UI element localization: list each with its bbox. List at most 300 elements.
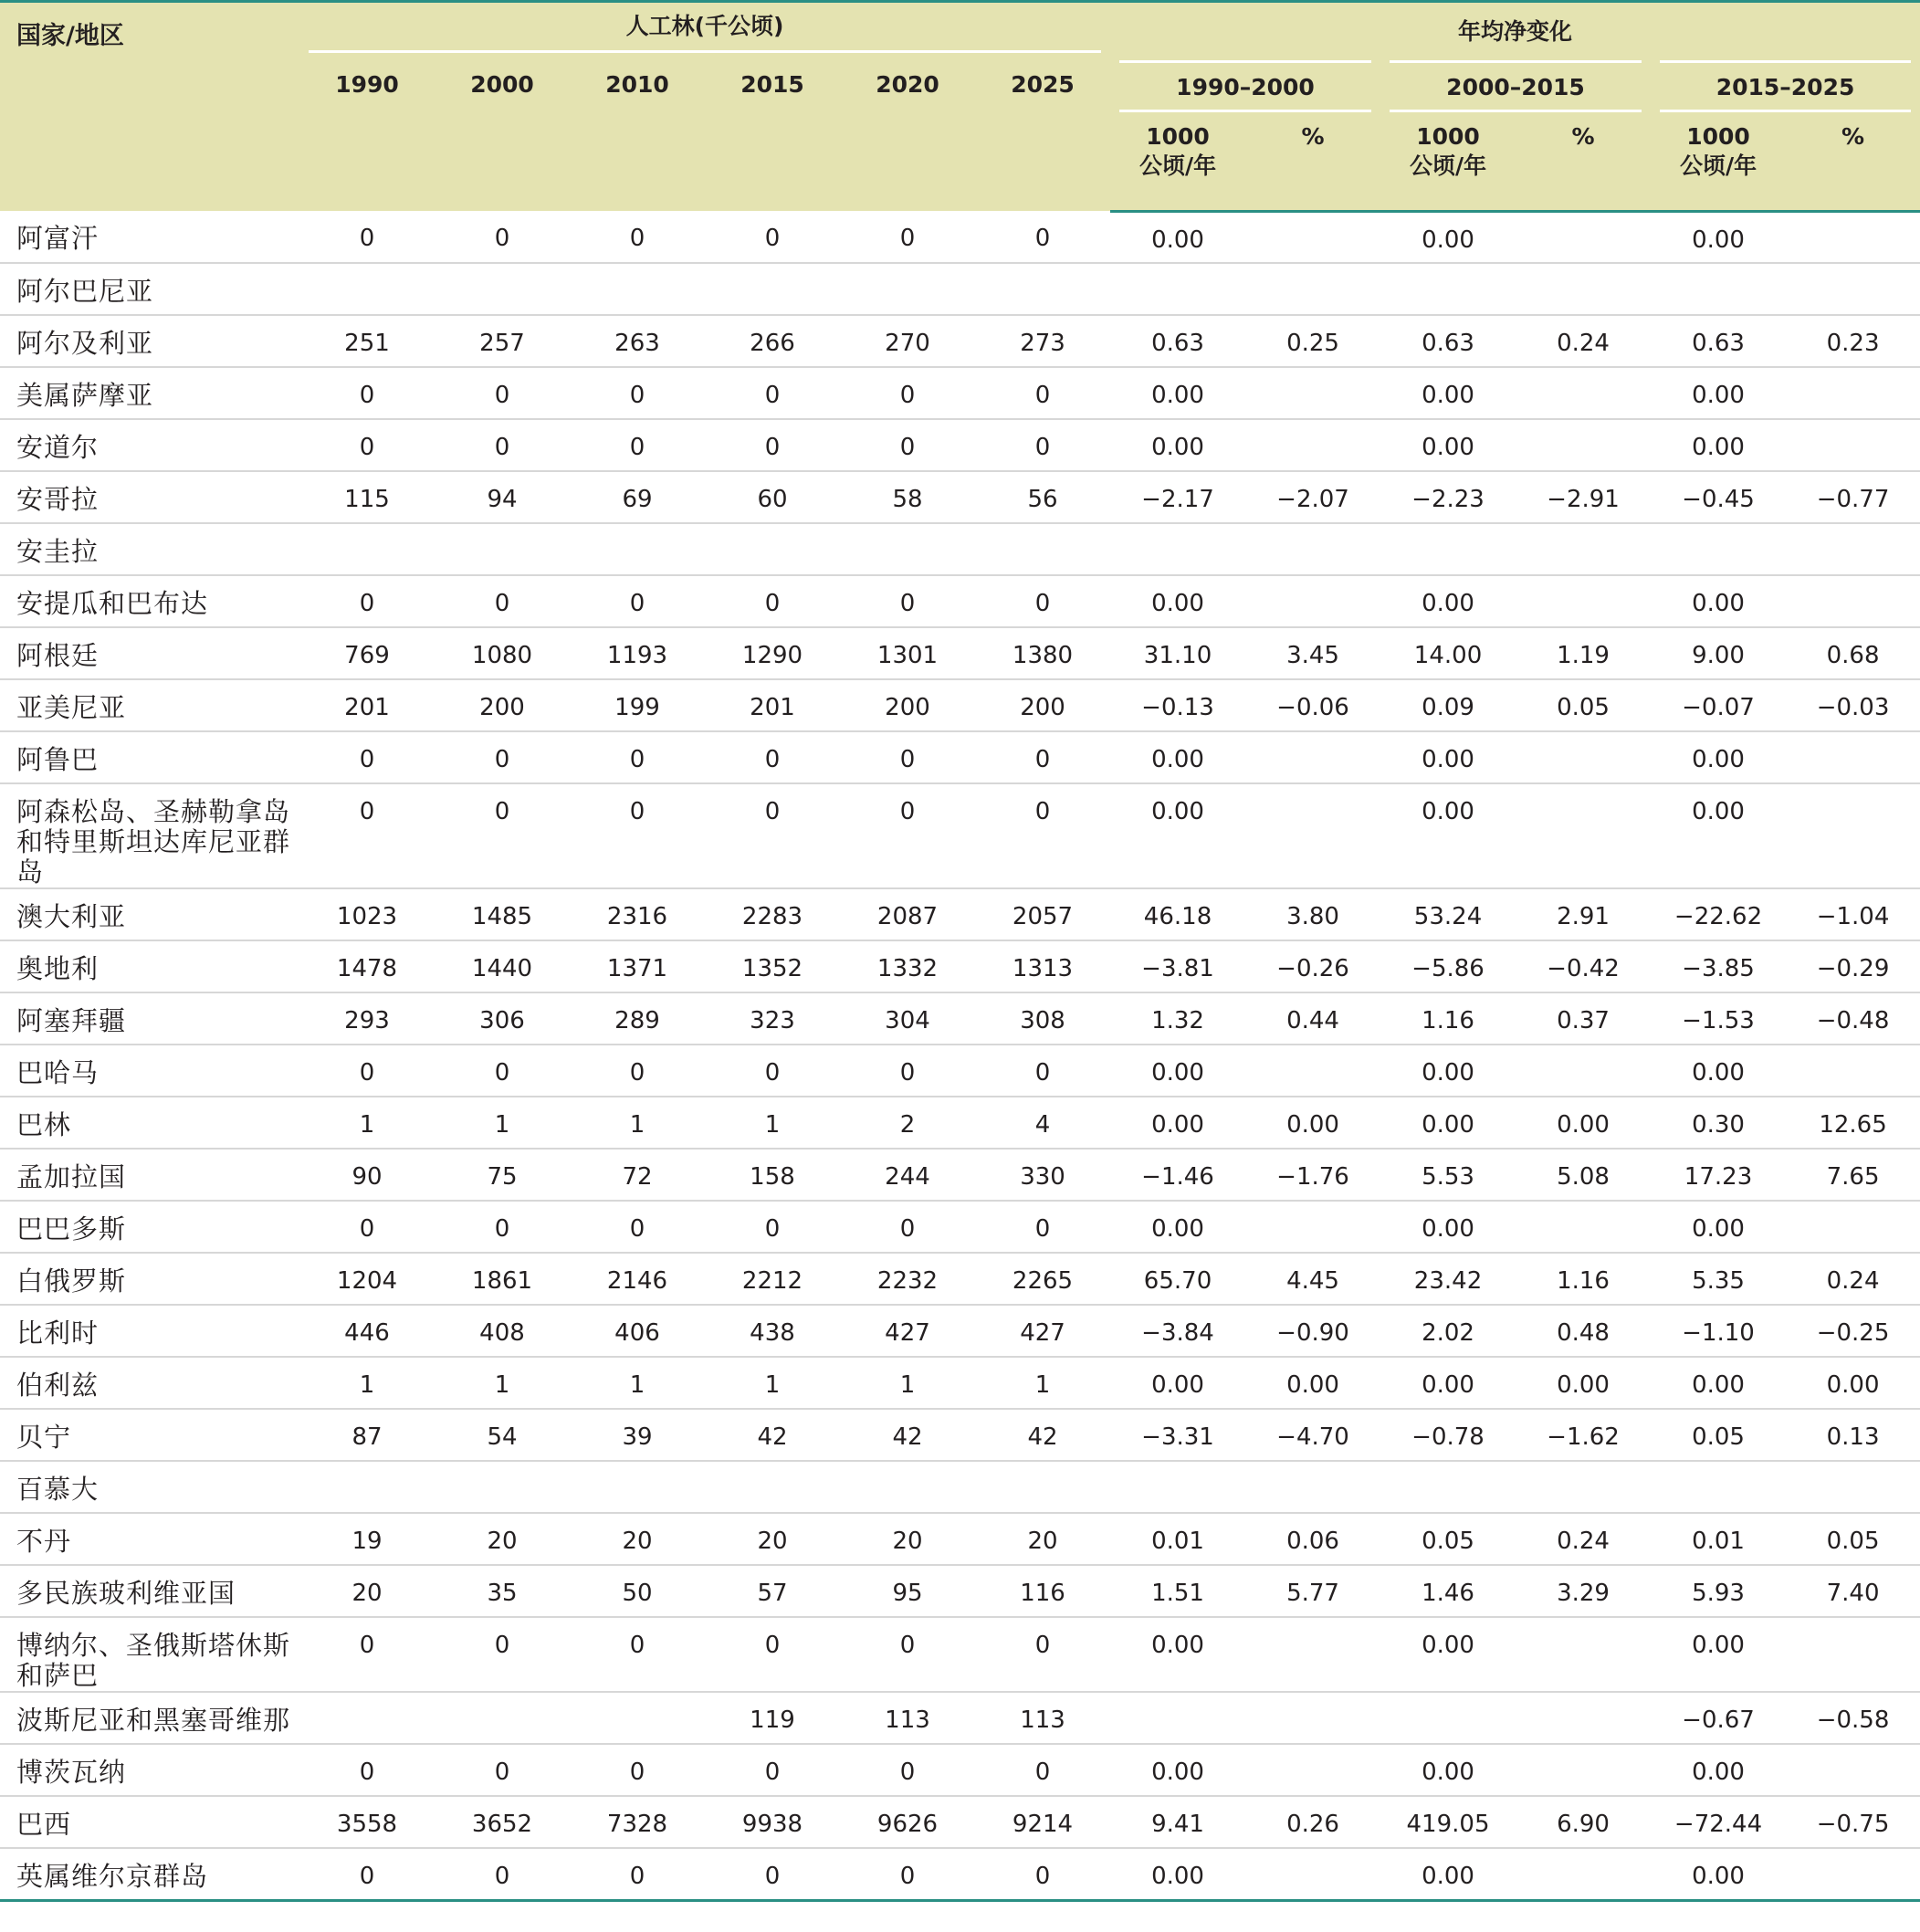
change-abs-cell: 9.41 [1110, 1796, 1245, 1848]
change-pct-cell [1245, 523, 1380, 575]
change-pct-cell [1245, 367, 1380, 419]
area-value-cell: 0 [975, 1848, 1110, 1900]
area-value-cell: 1 [705, 1097, 840, 1149]
area-value-cell: 3652 [435, 1796, 570, 1848]
country-column-header: 国家/地区 [0, 2, 299, 212]
change-pct-cell [1245, 1848, 1380, 1900]
change-pct-cell: 0.25 [1245, 315, 1380, 367]
area-value-cell: 0 [299, 1617, 435, 1692]
change-abs-cell: −1.53 [1651, 992, 1786, 1045]
change-pct-cell: 0.48 [1516, 1305, 1651, 1357]
area-value-cell: 116 [975, 1565, 1110, 1617]
area-value-cell: 35 [435, 1565, 570, 1617]
unit-abs-header: 1000 公顷/年 [1110, 115, 1245, 212]
area-value-cell: 95 [840, 1565, 975, 1617]
change-abs-cell: 0.00 [1651, 731, 1786, 783]
annual-change-group-header: 年均净变化 [1110, 2, 1920, 58]
change-pct-cell: 0.24 [1516, 315, 1651, 367]
change-pct-cell: 2.91 [1516, 888, 1651, 940]
area-value-cell: 72 [570, 1149, 705, 1201]
change-pct-cell: 7.65 [1786, 1149, 1920, 1201]
change-pct-cell [1786, 523, 1920, 575]
area-value-cell: 1 [435, 1357, 570, 1409]
change-pct-cell: 5.77 [1245, 1565, 1380, 1617]
change-pct-cell: 0.68 [1786, 627, 1920, 679]
change-abs-cell [1380, 1692, 1516, 1744]
table-row [0, 940, 1920, 992]
area-value-cell [435, 523, 570, 575]
area-value-cell: 0 [840, 1744, 975, 1796]
change-pct-cell [1786, 367, 1920, 419]
area-value-cell: 0 [570, 731, 705, 783]
change-pct-cell [1786, 211, 1920, 263]
change-pct-cell: 0.37 [1516, 992, 1651, 1045]
change-pct-cell: 0.05 [1516, 679, 1651, 731]
country-name: 亚美尼亚 [0, 679, 299, 731]
area-value-cell: 0 [705, 211, 840, 263]
area-value-cell: 408 [435, 1305, 570, 1357]
change-abs-cell: 0.00 [1110, 1357, 1245, 1409]
area-value-cell: 0 [705, 1045, 840, 1097]
area-value-cell [840, 523, 975, 575]
area-value-cell: 1485 [435, 888, 570, 940]
change-pct-cell: 0.06 [1245, 1513, 1380, 1565]
area-value-cell: 266 [705, 315, 840, 367]
change-abs-cell: 0.63 [1380, 315, 1516, 367]
change-abs-cell: 0.01 [1110, 1513, 1245, 1565]
area-value-cell: 257 [435, 315, 570, 367]
change-abs-cell: 0.00 [1380, 419, 1516, 471]
country-name: 阿富汗 [0, 211, 299, 263]
change-pct-cell [1786, 1744, 1920, 1796]
area-value-cell: 0 [975, 731, 1110, 783]
area-value-cell: 1 [570, 1357, 705, 1409]
area-value-cell: 0 [299, 1045, 435, 1097]
change-abs-cell: 0.00 [1110, 783, 1245, 888]
country-name: 阿森松岛、圣赫勒拿岛和特里斯坦达库尼亚群岛 [0, 783, 299, 888]
area-value-cell: 0 [570, 367, 705, 419]
area-value-cell: 119 [705, 1692, 840, 1744]
country-name: 阿尔及利亚 [0, 315, 299, 367]
change-abs-cell: −2.17 [1110, 471, 1245, 523]
change-pct-cell [1516, 731, 1651, 783]
area-value-cell: 0 [705, 783, 840, 888]
change-abs-cell: −0.13 [1110, 679, 1245, 731]
table-row [0, 627, 1920, 679]
change-abs-cell: 0.00 [1380, 1848, 1516, 1900]
area-value-cell: 7328 [570, 1796, 705, 1848]
change-pct-cell: 6.90 [1516, 1796, 1651, 1848]
area-value-cell: 1371 [570, 940, 705, 992]
table-body [0, 211, 1920, 1900]
area-value-cell [299, 1692, 435, 1744]
country-name: 阿尔巴尼亚 [0, 263, 299, 315]
area-value-cell: 0 [435, 1848, 570, 1900]
change-abs-cell: 0.00 [1651, 1357, 1786, 1409]
change-abs-cell: 14.00 [1380, 627, 1516, 679]
change-abs-cell: 0.00 [1110, 1097, 1245, 1149]
area-value-cell: 273 [975, 315, 1110, 367]
year-header: 2015 [705, 58, 840, 212]
table-row [0, 1848, 1920, 1900]
change-abs-cell [1651, 523, 1786, 575]
change-pct-cell: 3.29 [1516, 1565, 1651, 1617]
change-pct-cell [1245, 1201, 1380, 1253]
area-value-cell: 0 [840, 1617, 975, 1692]
country-name: 阿根廷 [0, 627, 299, 679]
area-value-cell: 60 [705, 471, 840, 523]
change-abs-cell: 23.42 [1380, 1253, 1516, 1305]
change-abs-cell: −5.86 [1380, 940, 1516, 992]
change-abs-cell: −3.84 [1110, 1305, 1245, 1357]
area-value-cell [570, 1692, 705, 1744]
area-value-cell: 200 [435, 679, 570, 731]
change-pct-cell [1245, 1744, 1380, 1796]
area-value-cell: 244 [840, 1149, 975, 1201]
area-value-cell: 0 [840, 1045, 975, 1097]
country-name: 阿鲁巴 [0, 731, 299, 783]
change-pct-cell: −0.06 [1245, 679, 1380, 731]
change-pct-cell [1786, 575, 1920, 627]
country-name: 巴西 [0, 1796, 299, 1848]
change-abs-cell: −3.31 [1110, 1409, 1245, 1461]
table-row [0, 471, 1920, 523]
table-row [0, 523, 1920, 575]
period-header: 1990–2000 [1110, 58, 1380, 115]
area-value-cell: 330 [975, 1149, 1110, 1201]
country-name: 博茨瓦纳 [0, 1744, 299, 1796]
area-value-cell: 1478 [299, 940, 435, 992]
change-abs-cell: 0.63 [1651, 315, 1786, 367]
change-pct-cell: 7.40 [1786, 1565, 1920, 1617]
country-name: 美属萨摩亚 [0, 367, 299, 419]
change-pct-cell: −0.26 [1245, 940, 1380, 992]
area-value-cell: 0 [435, 1201, 570, 1253]
change-abs-cell: −1.10 [1651, 1305, 1786, 1357]
area-value-cell: 1 [840, 1357, 975, 1409]
area-value-cell: 50 [570, 1565, 705, 1617]
change-abs-cell: 0.00 [1380, 1201, 1516, 1253]
change-abs-cell: 0.00 [1110, 1617, 1245, 1692]
change-pct-cell [1786, 1617, 1920, 1692]
change-abs-cell: 0.00 [1651, 419, 1786, 471]
change-pct-cell [1516, 419, 1651, 471]
change-pct-cell [1786, 263, 1920, 315]
area-value-cell: 0 [570, 575, 705, 627]
change-abs-cell: 5.53 [1380, 1149, 1516, 1201]
change-abs-cell: 0.00 [1380, 1357, 1516, 1409]
table-row [0, 1201, 1920, 1253]
change-pct-cell: 0.24 [1786, 1253, 1920, 1305]
change-abs-cell [1110, 523, 1245, 575]
area-value-cell: 0 [975, 1201, 1110, 1253]
area-value-cell: 0 [435, 419, 570, 471]
area-value-cell [435, 263, 570, 315]
change-abs-cell: −3.81 [1110, 940, 1245, 992]
area-value-cell: 1080 [435, 627, 570, 679]
change-abs-cell: 5.35 [1651, 1253, 1786, 1305]
area-value-cell: 270 [840, 315, 975, 367]
change-pct-cell: −0.25 [1786, 1305, 1920, 1357]
area-value-cell: 0 [975, 1045, 1110, 1097]
area-value-cell: 293 [299, 992, 435, 1045]
change-pct-cell [1245, 783, 1380, 888]
change-abs-cell: 0.00 [1380, 1045, 1516, 1097]
area-value-cell [435, 1461, 570, 1513]
area-value-cell [705, 263, 840, 315]
area-value-cell: 0 [299, 731, 435, 783]
area-value-cell: 304 [840, 992, 975, 1045]
area-value-cell: 0 [570, 1045, 705, 1097]
area-value-cell: 1352 [705, 940, 840, 992]
table-row [0, 367, 1920, 419]
change-abs-cell: 0.00 [1110, 1744, 1245, 1796]
area-value-cell: 0 [705, 1617, 840, 1692]
area-value-cell: 2 [840, 1097, 975, 1149]
area-value-cell: 1 [705, 1357, 840, 1409]
area-value-cell: 0 [435, 1617, 570, 1692]
area-value-cell: 0 [570, 419, 705, 471]
area-value-cell: 0 [840, 367, 975, 419]
table-row [0, 1692, 1920, 1744]
area-value-cell: 2232 [840, 1253, 975, 1305]
area-value-cell: 0 [975, 419, 1110, 471]
area-value-cell: 20 [840, 1513, 975, 1565]
change-abs-cell: 46.18 [1110, 888, 1245, 940]
change-pct-cell [1245, 211, 1380, 263]
table-row [0, 1513, 1920, 1565]
change-abs-cell: 0.00 [1380, 367, 1516, 419]
area-value-cell: 1861 [435, 1253, 570, 1305]
table-row [0, 1409, 1920, 1461]
change-pct-cell: 0.13 [1786, 1409, 1920, 1461]
change-pct-cell: 4.45 [1245, 1253, 1380, 1305]
area-value-cell: 0 [299, 211, 435, 263]
area-value-cell: 0 [435, 1045, 570, 1097]
country-name: 安哥拉 [0, 471, 299, 523]
change-abs-cell [1651, 1461, 1786, 1513]
area-value-cell: 1332 [840, 940, 975, 992]
change-abs-cell [1110, 1692, 1245, 1744]
change-abs-cell: 0.00 [1110, 211, 1245, 263]
area-value-cell: 0 [705, 1201, 840, 1253]
change-abs-cell: −0.07 [1651, 679, 1786, 731]
change-abs-cell: 1.46 [1380, 1565, 1516, 1617]
year-header: 2020 [840, 58, 975, 212]
area-value-cell: 769 [299, 627, 435, 679]
change-pct-cell [1786, 1848, 1920, 1900]
table-row [0, 888, 1920, 940]
area-value-cell: 1 [299, 1357, 435, 1409]
change-pct-cell: −0.29 [1786, 940, 1920, 992]
area-value-cell: 406 [570, 1305, 705, 1357]
area-value-cell: 446 [299, 1305, 435, 1357]
area-value-cell [840, 1461, 975, 1513]
change-abs-cell: −2.23 [1380, 471, 1516, 523]
area-value-cell: 54 [435, 1409, 570, 1461]
area-value-cell: 0 [299, 1201, 435, 1253]
year-header: 2000 [435, 58, 570, 212]
change-pct-cell: 0.00 [1245, 1357, 1380, 1409]
area-value-cell [299, 1461, 435, 1513]
area-value-cell [570, 523, 705, 575]
area-value-cell: 0 [570, 211, 705, 263]
change-abs-cell: 1.51 [1110, 1565, 1245, 1617]
country-name: 不丹 [0, 1513, 299, 1565]
change-abs-cell: 0.63 [1110, 315, 1245, 367]
area-value-cell: 1301 [840, 627, 975, 679]
change-pct-cell: 12.65 [1786, 1097, 1920, 1149]
area-value-cell: 200 [840, 679, 975, 731]
area-value-cell: 201 [299, 679, 435, 731]
area-value-cell: 20 [975, 1513, 1110, 1565]
area-value-cell: 42 [705, 1409, 840, 1461]
change-pct-cell: −2.07 [1245, 471, 1380, 523]
table-row [0, 1357, 1920, 1409]
area-value-cell: 20 [570, 1513, 705, 1565]
area-value-cell: 0 [570, 783, 705, 888]
change-pct-cell: −1.76 [1245, 1149, 1380, 1201]
change-abs-cell: 0.00 [1651, 211, 1786, 263]
country-name: 巴哈马 [0, 1045, 299, 1097]
change-abs-cell: 419.05 [1380, 1796, 1516, 1848]
change-abs-cell: 31.10 [1110, 627, 1245, 679]
area-value-cell [705, 523, 840, 575]
change-abs-cell: 0.00 [1651, 1045, 1786, 1097]
area-value-cell [705, 1461, 840, 1513]
area-value-cell: 2265 [975, 1253, 1110, 1305]
country-name: 孟加拉国 [0, 1149, 299, 1201]
change-abs-cell: 0.05 [1380, 1513, 1516, 1565]
area-value-cell: 0 [840, 783, 975, 888]
area-value-cell: 289 [570, 992, 705, 1045]
area-value-cell: 0 [705, 1744, 840, 1796]
change-abs-cell: 2.02 [1380, 1305, 1516, 1357]
area-value-cell: 0 [840, 419, 975, 471]
area-value-cell: 200 [975, 679, 1110, 731]
area-value-cell: 0 [299, 419, 435, 471]
area-value-cell: 0 [570, 1201, 705, 1253]
change-pct-cell [1516, 1461, 1651, 1513]
change-pct-cell: 1.19 [1516, 627, 1651, 679]
area-value-cell: 56 [975, 471, 1110, 523]
table-row [0, 731, 1920, 783]
area-value-cell: 1290 [705, 627, 840, 679]
table-row [0, 1617, 1920, 1692]
change-pct-cell [1786, 419, 1920, 471]
change-pct-cell [1786, 1045, 1920, 1097]
change-pct-cell: 0.26 [1245, 1796, 1380, 1848]
area-value-cell: 0 [840, 1201, 975, 1253]
change-abs-cell: 0.00 [1110, 1201, 1245, 1253]
area-value-cell: 2316 [570, 888, 705, 940]
change-abs-cell: 0.00 [1380, 1617, 1516, 1692]
area-value-cell: 20 [435, 1513, 570, 1565]
area-value-cell [299, 523, 435, 575]
area-value-cell: 39 [570, 1409, 705, 1461]
change-abs-cell: 0.00 [1110, 367, 1245, 419]
area-value-cell: 0 [435, 211, 570, 263]
change-abs-cell: 0.00 [1651, 1201, 1786, 1253]
change-abs-cell [1110, 263, 1245, 315]
change-pct-cell [1516, 263, 1651, 315]
change-pct-cell: 0.00 [1516, 1097, 1651, 1149]
change-abs-cell: 0.00 [1110, 575, 1245, 627]
area-value-cell: 20 [299, 1565, 435, 1617]
table-row [0, 1565, 1920, 1617]
change-abs-cell [1651, 263, 1786, 315]
area-value-cell [975, 1461, 1110, 1513]
change-abs-cell: 0.00 [1651, 1848, 1786, 1900]
area-value-cell [840, 263, 975, 315]
change-abs-cell: −0.67 [1651, 1692, 1786, 1744]
area-value-cell: 42 [975, 1409, 1110, 1461]
area-value-cell: 1204 [299, 1253, 435, 1305]
change-abs-cell: −0.45 [1651, 471, 1786, 523]
area-value-cell: 1380 [975, 627, 1110, 679]
change-abs-cell: −72.44 [1651, 1796, 1786, 1848]
change-pct-cell [1245, 731, 1380, 783]
table-row [0, 992, 1920, 1045]
change-abs-cell: 1.32 [1110, 992, 1245, 1045]
change-abs-cell: 0.00 [1380, 1744, 1516, 1796]
country-name: 多民族玻利维亚国 [0, 1565, 299, 1617]
area-value-cell: 0 [435, 1744, 570, 1796]
change-pct-cell [1516, 1045, 1651, 1097]
plantation-group-header: 人工林(千公顷) [299, 2, 1110, 58]
country-name: 安圭拉 [0, 523, 299, 575]
change-pct-cell: 0.23 [1786, 315, 1920, 367]
change-pct-cell [1245, 575, 1380, 627]
area-value-cell: 1 [975, 1357, 1110, 1409]
area-value-cell: 9938 [705, 1796, 840, 1848]
area-value-cell: 9214 [975, 1796, 1110, 1848]
area-value-cell: 2057 [975, 888, 1110, 940]
area-value-cell: 0 [705, 575, 840, 627]
table-header [0, 2, 1920, 212]
country-name: 巴林 [0, 1097, 299, 1149]
change-abs-cell [1110, 1461, 1245, 1513]
area-value-cell: 1 [435, 1097, 570, 1149]
area-value-cell [975, 263, 1110, 315]
change-abs-cell: 0.00 [1651, 1744, 1786, 1796]
area-value-cell: 0 [299, 367, 435, 419]
table-row [0, 1149, 1920, 1201]
change-pct-cell: −0.90 [1245, 1305, 1380, 1357]
area-value-cell: 1313 [975, 940, 1110, 992]
area-value-cell: 427 [840, 1305, 975, 1357]
change-abs-cell: 0.00 [1651, 575, 1786, 627]
change-pct-cell [1245, 1617, 1380, 1692]
area-value-cell: 69 [570, 471, 705, 523]
change-pct-cell [1516, 211, 1651, 263]
area-value-cell: 306 [435, 992, 570, 1045]
area-value-cell: 0 [975, 211, 1110, 263]
change-pct-cell: −2.91 [1516, 471, 1651, 523]
change-pct-cell: 0.00 [1245, 1097, 1380, 1149]
unit-pct-header: % [1786, 115, 1920, 212]
change-pct-cell [1786, 731, 1920, 783]
country-name: 奥地利 [0, 940, 299, 992]
change-abs-cell: 17.23 [1651, 1149, 1786, 1201]
unit-abs-header: 1000 公顷/年 [1651, 115, 1786, 212]
change-abs-cell: 1.16 [1380, 992, 1516, 1045]
area-value-cell: 94 [435, 471, 570, 523]
unit-pct-header: % [1516, 115, 1651, 212]
change-pct-cell [1786, 1461, 1920, 1513]
change-pct-cell [1245, 1045, 1380, 1097]
change-abs-cell: 0.09 [1380, 679, 1516, 731]
